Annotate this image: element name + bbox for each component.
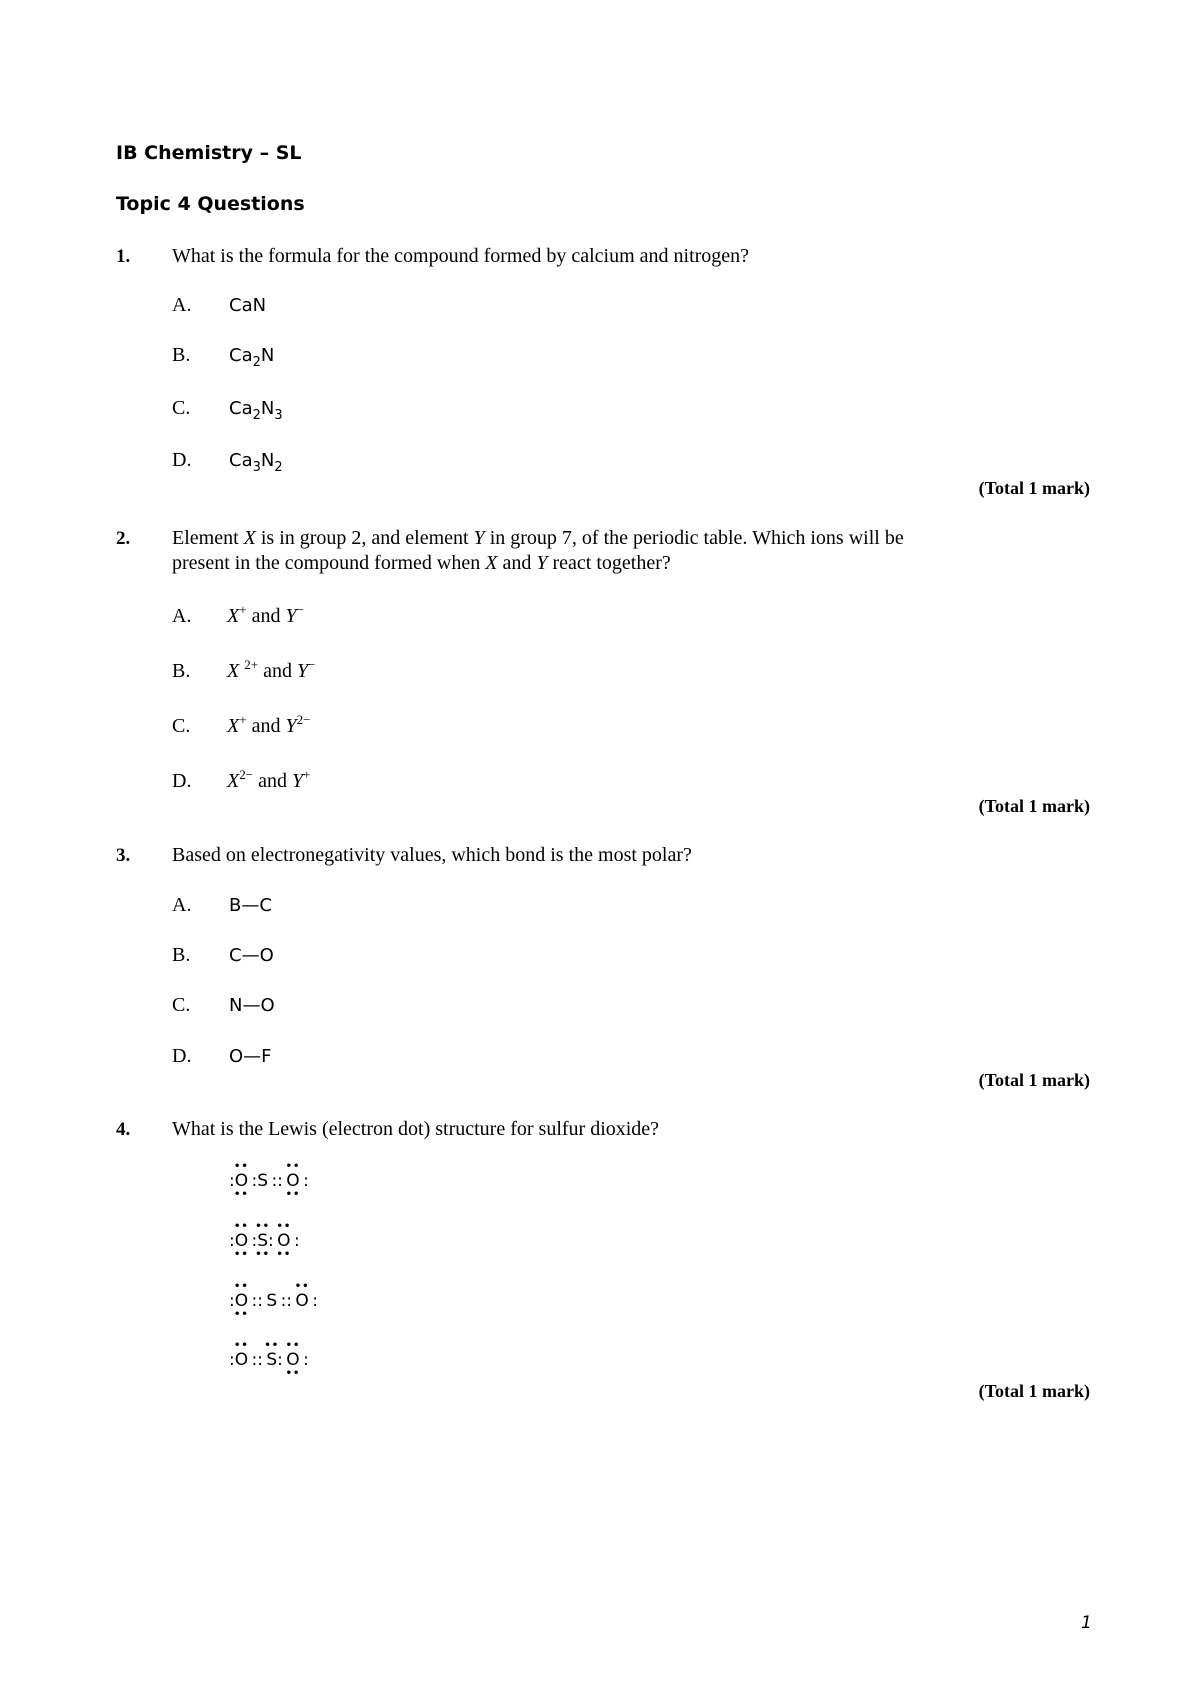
question-text: What is the Lewis (electron dot) structure for sulfur dioxide? (172, 1118, 660, 1140)
question-text: What is the formula for the compound formed by calcium and nitrogen? (172, 245, 750, 267)
total-marks: (Total 1 mark) (978, 1070, 1090, 1090)
document-subtitle: Topic 4 Questions (116, 193, 305, 215)
option-text: X+ and Y− (227, 602, 304, 627)
option-text: $X^{2-}$ and Y+ (227, 767, 311, 792)
question-text-line-2: present in the compound formed when X and Y react together? (172, 552, 671, 574)
option-label: B. (172, 660, 191, 682)
total-marks: (Total 1 mark) (978, 796, 1090, 816)
question-number: 1. (116, 246, 131, 267)
option-label: D. (172, 770, 192, 792)
option-text: C—O (229, 945, 274, 966)
lewis-structure-option-2: :O •• •• :S •• •• : O •• •• : (229, 1221, 300, 1260)
document-title: IB Chemistry – SL (116, 142, 302, 164)
option-label: B. (172, 944, 191, 966)
lewis-structure-option-1: :O •• •• :S :: O •• •• : (229, 1161, 309, 1200)
question-text: Based on electronegativity values, which bond is the most polar? (172, 844, 692, 866)
page-number: 1 (1081, 1613, 1092, 1633)
option-text: $Ca_2N_3$ (229, 398, 283, 423)
option-label: B. (172, 344, 191, 366)
question-number: 4. (116, 1119, 131, 1140)
option-label: C. (172, 397, 191, 419)
lewis-structure-option-3: :O •• •• :: S :: O •• : (229, 1281, 318, 1320)
question-number: 2. (116, 528, 131, 549)
option-text: O—F (229, 1046, 272, 1067)
option-text: $Ca_3N_2$ (229, 450, 283, 475)
option-label: A. (172, 605, 192, 627)
option-label: C. (172, 715, 191, 737)
option-label: A. (172, 294, 192, 316)
option-label: A. (172, 894, 192, 916)
question-number: 3. (116, 845, 131, 866)
total-marks: (Total 1 mark) (978, 1381, 1090, 1401)
option-text: CaN (229, 295, 267, 316)
lewis-structure-option-4: :O •• :: S •• : O •• •• : (229, 1340, 309, 1379)
option-text: $Ca_2N$ (229, 345, 275, 370)
option-text: N—O (229, 995, 275, 1016)
option-label: D. (172, 1045, 192, 1067)
option-label: C. (172, 994, 191, 1016)
option-text: B—C (229, 895, 272, 916)
total-marks: (Total 1 mark) (978, 478, 1090, 498)
option-label: D. (172, 449, 192, 471)
question-text-line-1: Element X is in group 2, and element Y in group 7, of the periodic table. Which ions will be (172, 527, 904, 549)
option-text: X $^{2+}$ and Y− (227, 657, 316, 682)
option-text: X+ and $Y^{2-}$ (227, 712, 311, 737)
